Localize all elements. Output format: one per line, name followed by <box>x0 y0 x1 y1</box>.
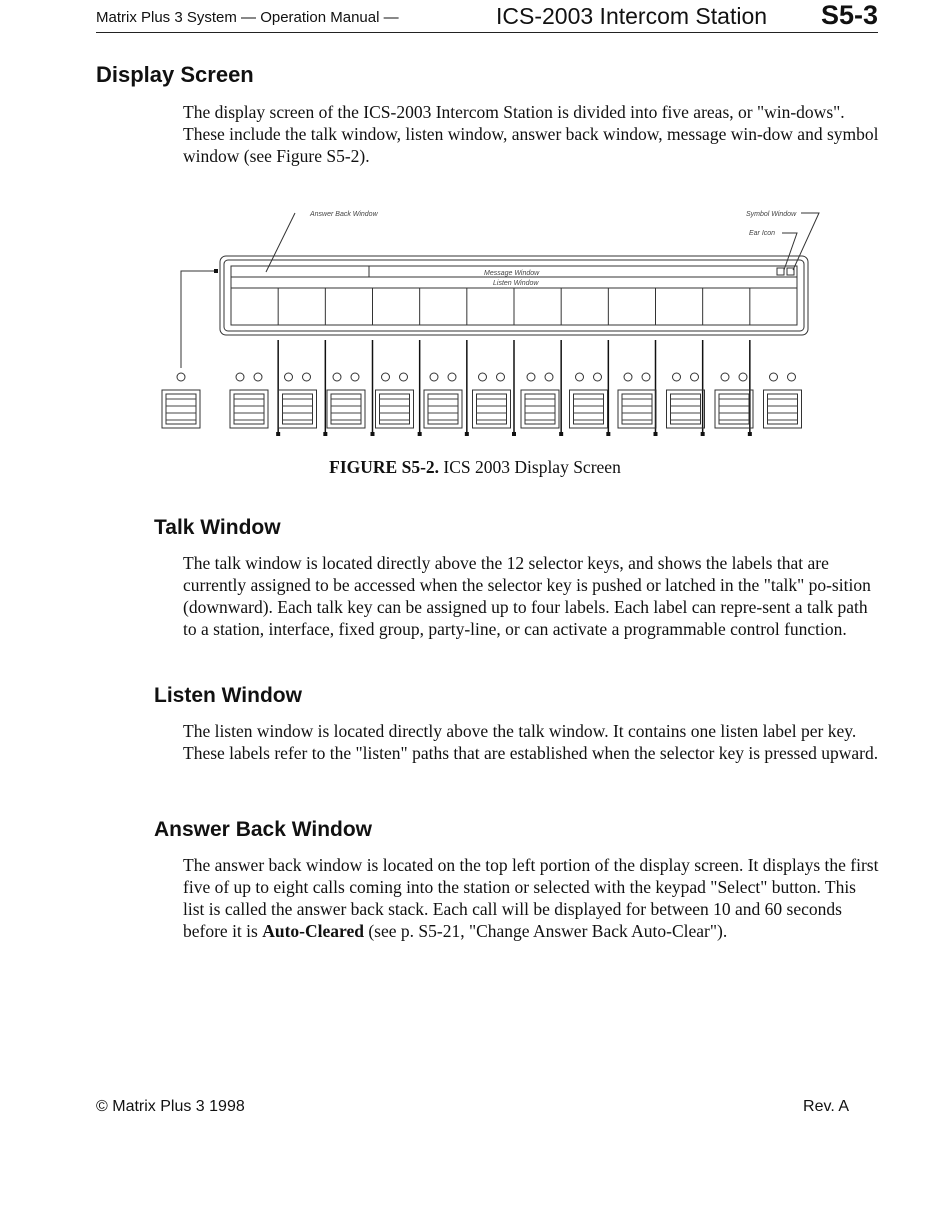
key-connector-dot <box>654 432 658 436</box>
ear-icon-box <box>777 268 784 275</box>
label-symbol-window: Symbol Window <box>746 211 797 218</box>
paragraph-display-screen: The display screen of the ICS-2003 Intercom Station is divided into five areas, or "win-dows". These include the talk window, listen window, answer back window, message win-dow and symbol window (see Figure S5-2). <box>183 102 879 166</box>
led-indicator <box>673 373 681 381</box>
auto-cleared-term: Auto-Cleared <box>262 921 364 941</box>
selector-key[interactable] <box>376 390 414 428</box>
led-indicator <box>177 373 185 381</box>
footer-copyright: © Matrix Plus 3 1998 <box>96 1098 245 1115</box>
key-connector-dot <box>748 432 752 436</box>
led-indicator <box>721 373 729 381</box>
paragraph-talk-window: The talk window is located directly above the 12 selector keys, and shows the labels that are currently assigned to be accessed when the selector key is pushed or latched in the "talk" po-sition (downward). Each talk key can be assigned up to four labels. Each label can repre-sent a talk path to a station, interface, fixed group, party-line, or can activate a programmable control function. <box>183 553 871 639</box>
selector-keys <box>162 390 802 428</box>
selector-key[interactable] <box>521 390 559 428</box>
led-indicator <box>594 373 602 381</box>
selector-key[interactable] <box>618 390 656 428</box>
led-indicator <box>642 373 650 381</box>
header-manual-title: Matrix Plus 3 System — Operation Manual — <box>96 9 399 26</box>
display-screen-diagram <box>150 200 830 440</box>
led-indicator <box>527 373 535 381</box>
led-indicator <box>303 373 311 381</box>
key-connector-dot <box>701 432 705 436</box>
key-connector-dot <box>418 432 422 436</box>
led-indicator <box>351 373 359 381</box>
led-indicator <box>739 373 747 381</box>
led-indicator <box>497 373 505 381</box>
label-listen-window: Listen Window <box>493 280 539 287</box>
paragraph-listen-window: The listen window is located directly above the talk window. It contains one listen label per key. These labels refer to the "listen" paths that are established when the selector key is pressed upward. <box>183 721 879 763</box>
led-indicator <box>333 373 341 381</box>
section-title-talk-window: Talk Window <box>154 516 281 539</box>
led-indicator <box>430 373 438 381</box>
label-answer-back-window: Answer Back Window <box>310 211 378 218</box>
selector-key[interactable] <box>715 390 753 428</box>
led-indicator <box>545 373 553 381</box>
led-indicator <box>400 373 408 381</box>
answer-back-text-1: The answer back window is located on the top left portion of the display screen. It displays the first five of up to eight calls coming into the station or selected with the keypad "Select" button. This list is called the answer back stack. Each call will be displayed for between 10 and 60 seconds before it is <box>183 855 879 941</box>
led-indicator <box>448 373 456 381</box>
key-connector-dot <box>371 432 375 436</box>
led-indicator <box>285 373 293 381</box>
section-title-listen-window: Listen Window <box>154 684 302 707</box>
led-indicator <box>254 373 262 381</box>
led-indicator <box>691 373 699 381</box>
footer-revision: Rev. A <box>803 1098 849 1115</box>
label-ear-icon: Ear Icon <box>749 230 776 237</box>
led-indicator <box>479 373 487 381</box>
key-connector-dot <box>323 432 327 436</box>
key-connector-dot <box>276 432 280 436</box>
section-title-answer-back-window: Answer Back Window <box>154 818 373 841</box>
selector-key[interactable] <box>473 390 511 428</box>
key-connector-dot <box>465 432 469 436</box>
led-indicator <box>770 373 778 381</box>
header-page-number: S5-3 <box>820 0 878 30</box>
led-indicator <box>624 373 632 381</box>
selector-key[interactable] <box>570 390 608 428</box>
selector-key[interactable] <box>424 390 462 428</box>
section-title-display-screen: Display Screen <box>96 62 254 87</box>
talk-column-dividers <box>276 288 752 436</box>
figure-caption-label: FIGURE S5-2. <box>329 457 440 477</box>
figure-caption <box>0 457 950 478</box>
figure-caption-text: ICS 2003 Display Screen <box>439 457 621 477</box>
label-message-window: Message Window <box>484 270 540 277</box>
paragraph-answer-back-window <box>183 854 879 942</box>
header-chapter-title: ICS-2003 Intercom Station <box>496 3 768 29</box>
volume-key[interactable] <box>162 390 200 428</box>
figure-display-screen <box>150 200 830 445</box>
led-indicator <box>576 373 584 381</box>
key-connector-dot <box>559 432 563 436</box>
led-indicator <box>788 373 796 381</box>
key-connector-dot <box>512 432 516 436</box>
led-indicator <box>382 373 390 381</box>
key-connector-dot <box>606 432 610 436</box>
selector-key[interactable] <box>230 390 268 428</box>
selector-key[interactable] <box>279 390 317 428</box>
selector-key[interactable] <box>327 390 365 428</box>
page-header <box>96 0 878 33</box>
answer-back-text-2: (see p. S5-21, "Change Answer Back Auto-Clear"). <box>363 921 728 941</box>
led-indicator <box>236 373 244 381</box>
selector-key[interactable] <box>764 390 802 428</box>
selector-key[interactable] <box>667 390 705 428</box>
